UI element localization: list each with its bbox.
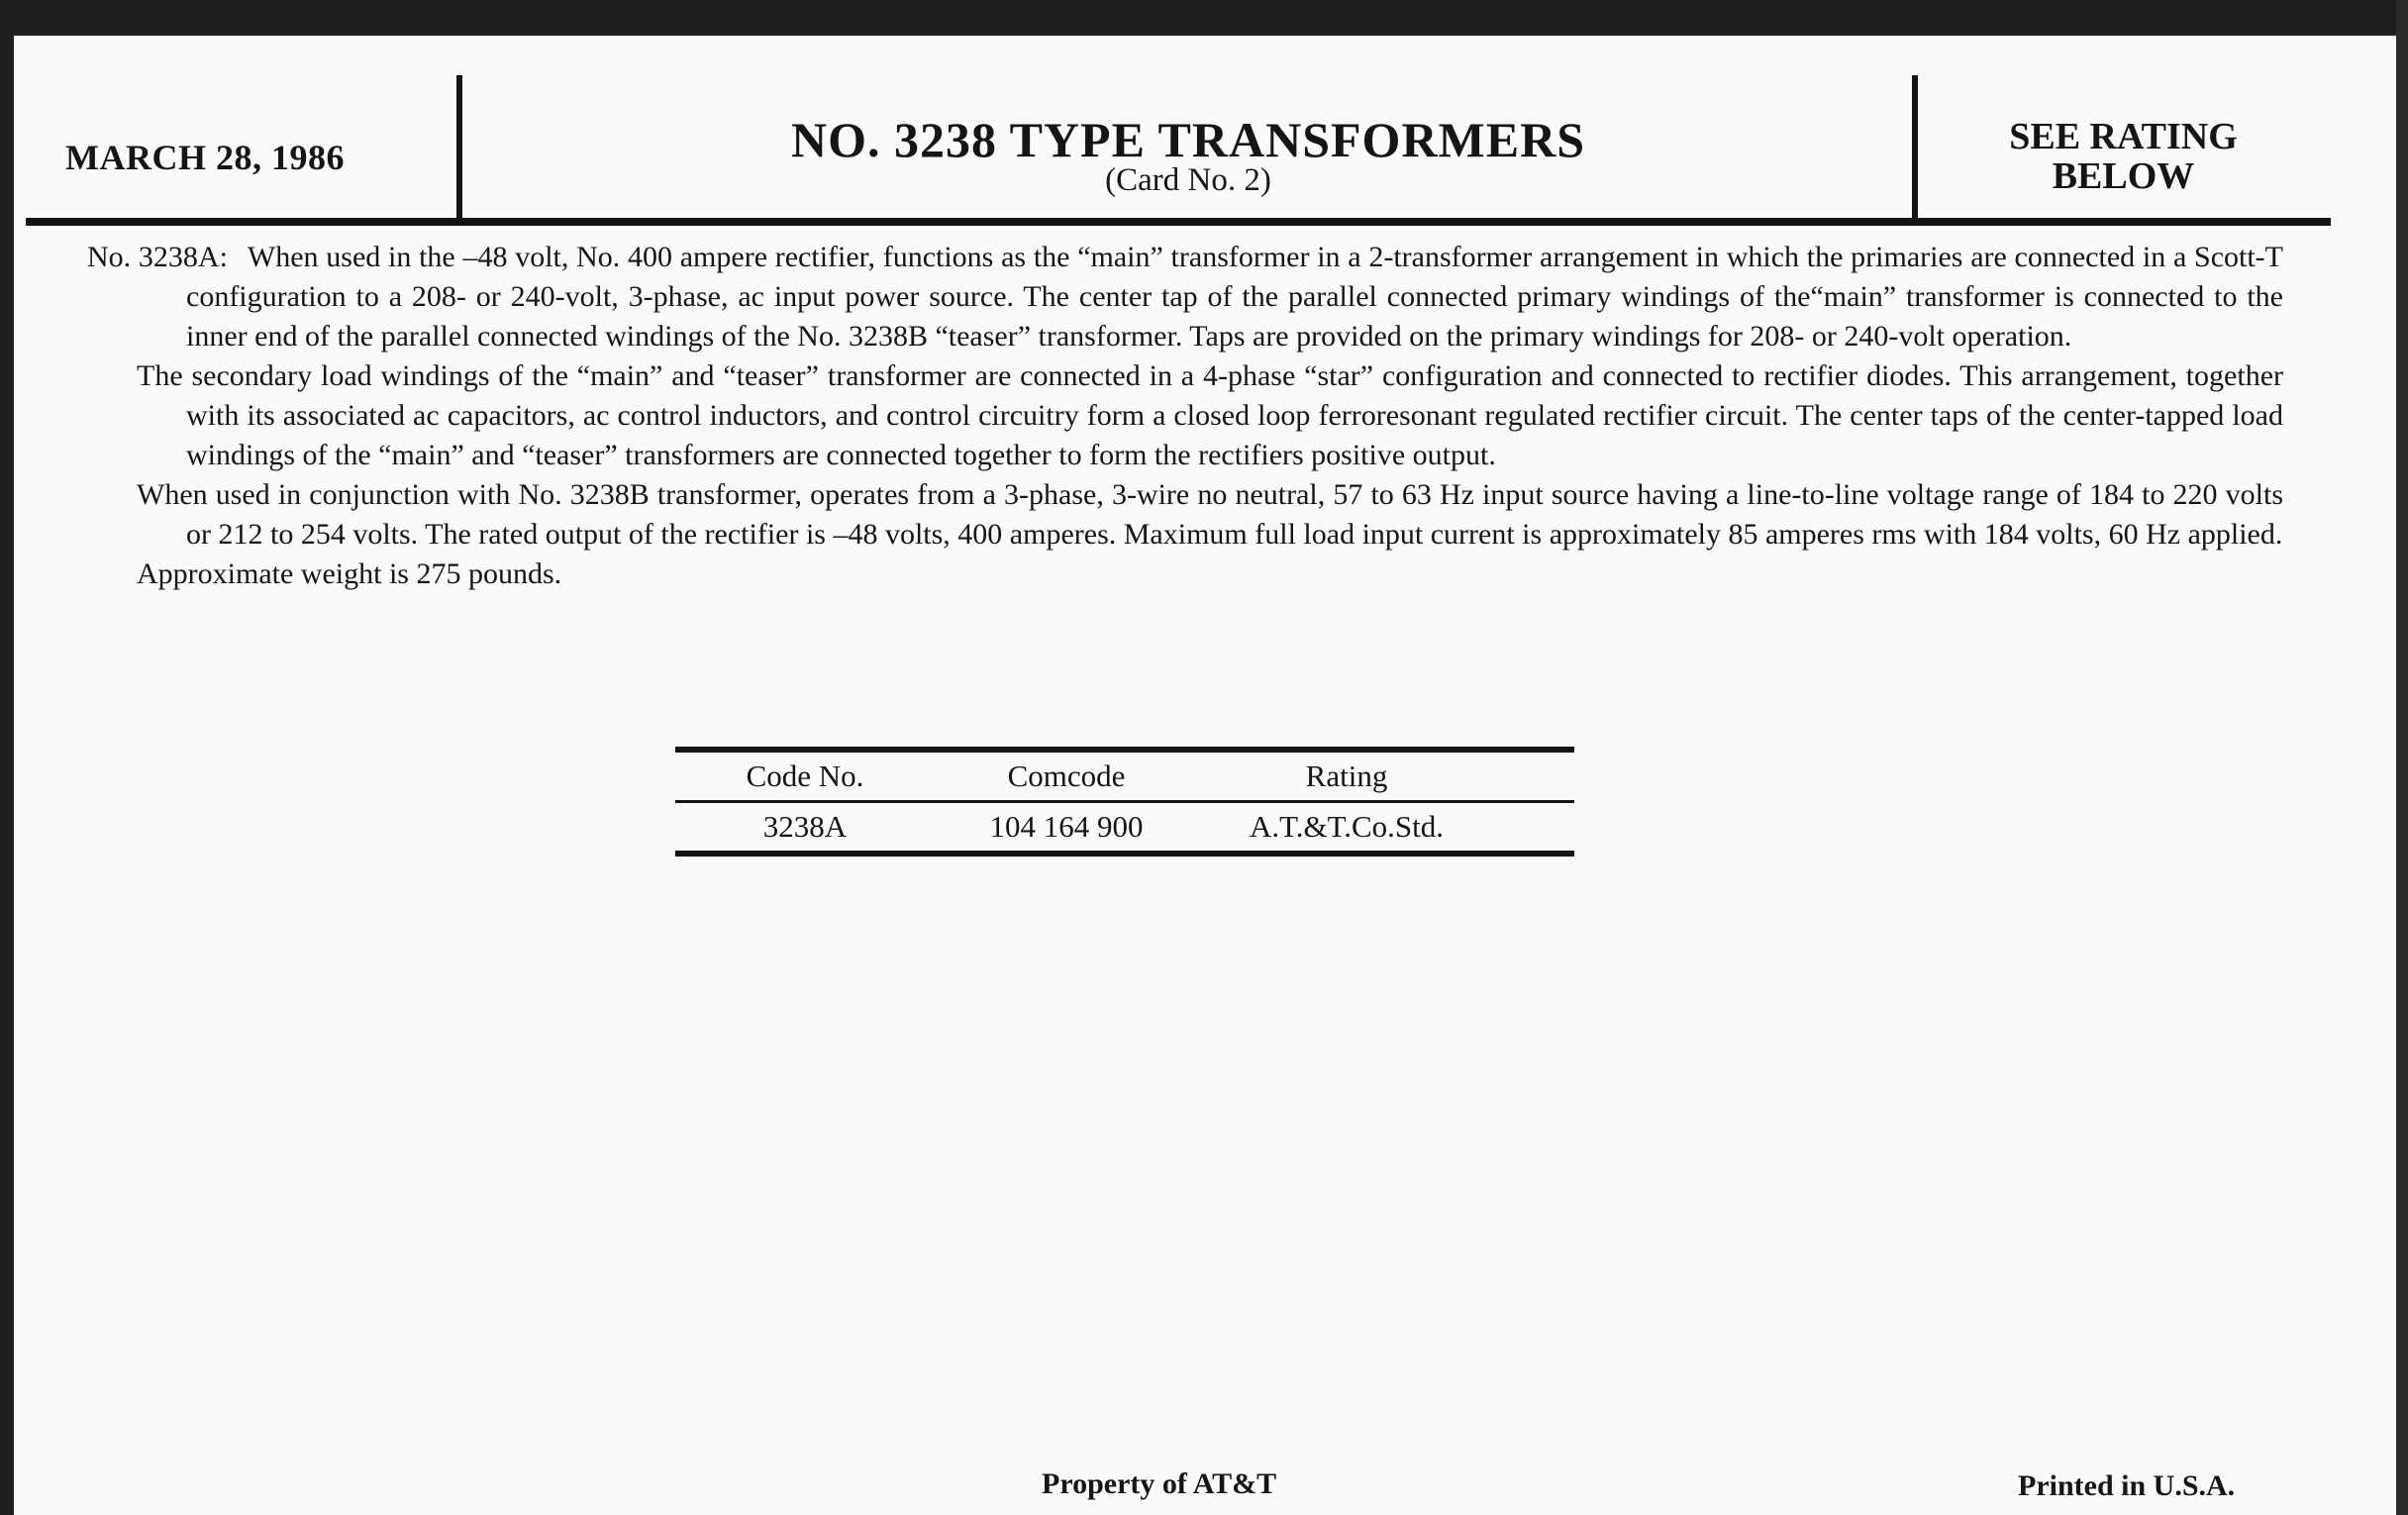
- paragraph-weight: Approximate weight is 275 pounds.: [137, 557, 562, 590]
- table-cell-comcode: 104 164 900: [989, 809, 1144, 844]
- table-row: [675, 803, 1574, 851]
- document-title: NO. 3238 TYPE TRANSFORMERS: [790, 112, 1586, 167]
- paragraph-text: When used in the –48 volt, No. 400 ampere rectifier, functions as the “main” transformer in a 2-transformer arrangement in which the primaries are connected in a Scott-T configuration to a 208- or 240-volt, 3-phase, ac input power source. The center tap of the parallel connected primary windings of the“main” transformer is connected to the inner end of the parallel connected windings of the No. 3238B “teaser” transformer. Taps are provided on the primary windings for 208- or 240-volt operation.: [186, 241, 2283, 353]
- table-header-rating: Rating: [1305, 758, 1388, 793]
- property-notice: Property of AT&T: [1042, 1467, 1277, 1500]
- header-divider-left: [456, 75, 462, 220]
- document-date: MARCH 28, 1986: [65, 138, 345, 177]
- code-table: [675, 747, 1574, 857]
- table-cell-code: 3238A: [762, 809, 848, 844]
- table-cell-rating: A.T.&T.Co.Std.: [1249, 809, 1445, 844]
- rating-note-line2: BELOW: [2052, 155, 2195, 197]
- paragraph-3238a: [87, 238, 2283, 356]
- rating-note-line1: SEE RATING: [2009, 116, 2238, 157]
- header-rule: [26, 218, 2331, 226]
- header-divider-right: [1912, 75, 1918, 220]
- table-header-code: Code No.: [746, 758, 864, 793]
- paragraph-conjunction: When used in conjunction with No. 3238B transformer, operates from a 3-phase, 3-wire no neutral, 57 to 63 Hz input source having a line-to-line voltage range of 184 to 220 volts or 212 to 254 volts. The rated output of the rectifier is –48 volts, 400 amperes. Maximum full load input current is approximately 85 amperes rms with 184 volts, 60 Hz applied.: [137, 478, 2283, 551]
- description-body: [87, 238, 2283, 594]
- table-rule-bottom: [675, 851, 1574, 857]
- paragraph-label: No. 3238A:: [87, 241, 228, 273]
- paragraph-secondary-windings: The secondary load windings of the “main” and “teaser” transformer are connected in a 4-phase “star” configuration and connected to rectifier diodes. This arrangement, together with its associated ac capacitors, ac control inductors, and control circuitry form a closed loop ferroresonant regulated rectifier circuit. The center taps of the center-tapped load windings of the “main” and “teaser” transformers are connected together to form the rectifiers positive output.: [137, 359, 2283, 471]
- table-header-comcode: Comcode: [1007, 758, 1126, 793]
- rating-note: [1923, 117, 2324, 196]
- page-edge: [2396, 0, 2408, 1515]
- printed-notice: Printed in U.S.A.: [2018, 1469, 2236, 1502]
- card-number: (Card No. 2): [1105, 162, 1271, 198]
- table-header-row: [675, 753, 1574, 800]
